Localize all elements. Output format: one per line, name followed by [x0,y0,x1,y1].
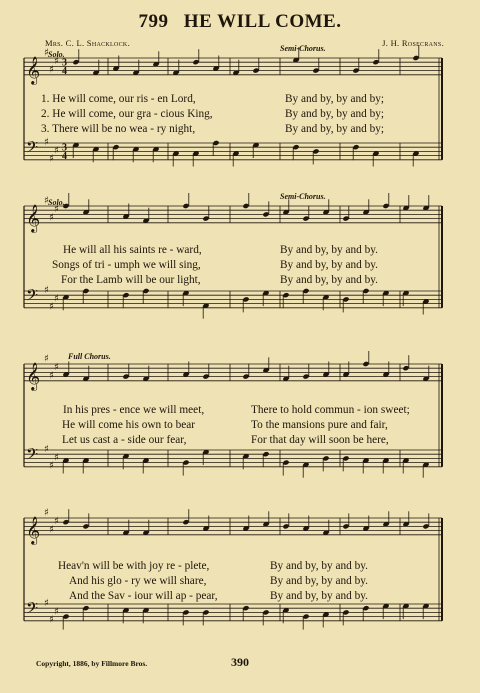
svg-text:♯: ♯ [44,443,49,455]
svg-text:♯: ♯ [44,597,49,609]
svg-text:𝄞: 𝄞 [26,515,41,544]
svg-text:♯: ♯ [49,524,54,536]
svg-text:♯: ♯ [44,284,49,296]
lyric-refrain: By and by, by and by. [270,560,368,572]
svg-text:♯: ♯ [49,460,54,472]
svg-text:♯: ♯ [49,153,54,165]
solo-marking: Solo. [48,50,65,59]
svg-text:♯: ♯ [49,212,54,224]
svg-text:♯: ♯ [49,64,54,76]
full-chorus-marking: Full Chorus. [68,352,111,361]
solo-marking: Solo. [48,198,65,207]
svg-text:𝄞: 𝄞 [26,203,41,232]
music-credit: J. H. Rosecrans. [382,38,444,48]
svg-text:♯: ♯ [54,452,59,464]
lyric-refrain: By and by, by and by. [280,259,378,271]
lyric-refrain: By and by, by and by. [270,575,368,587]
semi-chorus-marking: Semi-Chorus. [280,192,326,201]
svg-text:♯: ♯ [54,516,59,528]
lyric-text: For the Lamb will be our light, [61,274,201,286]
lyric-text: Heav'n will be with joy re - plete, [58,560,210,572]
svg-text:♯: ♯ [54,362,59,374]
svg-text:3: 3 [62,57,67,69]
svg-text:♯: ♯ [54,293,59,305]
svg-text:𝄢: 𝄢 [26,445,39,468]
svg-text:♯: ♯ [44,195,49,207]
svg-text:𝄢: 𝄢 [26,286,39,309]
hymn-title-line [0,11,480,33]
lyric-refrain: By and by, by and by. [270,590,368,602]
lyric-text: Let us cast a - side our fear, [62,434,187,446]
svg-text:♯: ♯ [54,606,59,618]
lyric-text: He will all his saints re - ward, [63,244,202,256]
words-credit: Mrs. C. L. Shacklock. [45,38,130,48]
lyric-refrain: There to hold commun - ion sweet; [251,404,410,416]
score-notation [18,352,448,482]
svg-text:♯: ♯ [54,56,59,68]
svg-text:𝄢: 𝄢 [26,138,39,161]
lyric-text: He will come his own to bear [62,419,196,431]
lyric-text: Songs of tri - umph we will sing, [52,259,201,271]
svg-text:♯: ♯ [44,353,49,365]
svg-text:4: 4 [62,150,67,162]
lyric-refrain: By and by, by and by. [280,244,378,256]
svg-text:♯: ♯ [44,47,49,59]
lyric-refrain: For that day will soon be here, [251,434,389,446]
svg-text:𝄞: 𝄞 [26,361,41,390]
svg-text:3: 3 [62,142,67,154]
lyric-refrain: To the mansions pure and fair, [251,419,388,431]
svg-text:4: 4 [62,65,67,77]
svg-text:𝄢: 𝄢 [26,599,39,622]
score-notation [18,508,448,638]
lyric-text: 2. He will come, our gra - cious King, [41,108,213,120]
svg-text:♯: ♯ [49,370,54,382]
svg-text:𝄞: 𝄞 [26,55,41,84]
copyright-notice: Copyright, 1886, by Fillmore Bros. [36,659,148,668]
lyric-refrain: By and by, by and by; [285,93,385,105]
lyric-refrain: By and by, by and by; [285,123,385,135]
svg-text:♯: ♯ [44,136,49,148]
lyric-text: 1. He will come, our ris - en Lord, [41,93,196,105]
semi-chorus-marking: Semi-Chorus. [280,44,326,53]
page-number: 390 [231,655,249,669]
lyric-refrain: By and by, by and by. [280,274,378,286]
lyric-text: In his pres - ence we will meet, [63,404,205,416]
svg-text:♯: ♯ [44,507,49,519]
svg-text:♯: ♯ [54,204,59,216]
svg-text:♯: ♯ [49,614,54,626]
hymn-number: 799 [138,11,169,32]
lyric-text: 3. There will be no wea - ry night, [41,123,196,135]
svg-text:♯: ♯ [49,301,54,313]
svg-text:♯: ♯ [54,145,59,157]
lyric-text: And his glo - ry we will share, [69,575,207,587]
hymn-title: HE WILL COME. [183,11,342,32]
lyric-text: And the Sav - iour will ap - pear, [69,590,218,602]
lyric-refrain: By and by, by and by; [285,108,385,120]
